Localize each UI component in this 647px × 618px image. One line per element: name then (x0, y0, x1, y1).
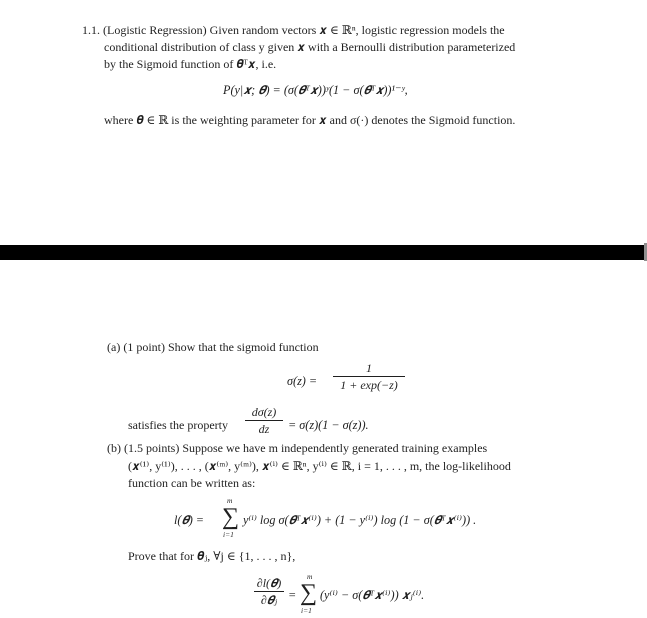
sigma-lhs: σ(z) = (287, 374, 318, 388)
fraction-bar (245, 420, 283, 421)
summation-sign: ∑ (222, 504, 240, 530)
derivative-fraction (245, 406, 283, 435)
fraction-bar (254, 591, 284, 592)
property-text: satisfies the property (128, 418, 228, 432)
part-b-line-3: function can be written as: (128, 476, 256, 490)
part-a-intro: (a) (1 point) Show that the sigmoid function (107, 340, 319, 354)
log-likelihood-lhs: l(𝜽) = (174, 513, 205, 527)
gradient-equals: = (288, 588, 297, 602)
fraction-bar (333, 376, 405, 377)
gradient-numerator: ∂l(𝜽) (256, 576, 282, 590)
sum2-lower-limit: i=1 (301, 606, 312, 615)
problem-line-2: conditional distribution of class y given 𝒙 with a Bernoulli distribution parameterized (104, 40, 516, 54)
sigmoid-denominator: 1 + exp(−z) (340, 378, 398, 392)
log-likelihood-rhs: y⁽ⁱ⁾ log σ(𝜽ᵀ𝒙⁽ⁱ⁾) + (1 − y⁽ⁱ⁾) log (1 − σ(𝜽ᵀ𝒙⁽ⁱ⁾)) . (243, 513, 477, 527)
sigmoid-numerator: 1 (366, 361, 372, 375)
part-b-line-1: (b) (1.5 points) Suppose we have m independently generated training examples (107, 441, 488, 455)
where-line: where 𝜽 ∈ ℝ is the weighting parameter for 𝒙 and σ(·) denotes the Sigmoid function. (104, 113, 516, 127)
gradient-rhs: (y⁽ⁱ⁾ − σ(𝜽ᵀ𝒙⁽ⁱ⁾)) 𝒙ⱼ⁽ⁱ⁾. (320, 588, 425, 602)
bernoulli-equation: P(y|𝒙; 𝜽) = (σ(𝜽ᵀ𝒙))ʸ(1 − σ(𝜽ᵀ𝒙))¹⁻ʸ, (223, 83, 408, 97)
gradient-fraction (254, 577, 284, 606)
sigmoid-fraction (333, 362, 405, 391)
problem-line-1: 1.1. (Logistic Regression) Given random vectors 𝒙 ∈ ℝⁿ, logistic regression models the (82, 23, 505, 37)
derivative-denominator: dz (258, 422, 270, 436)
gradient-denominator: ∂𝜽ⱼ (260, 593, 278, 607)
sum2-upper-limit: m (307, 572, 313, 581)
sum-upper-limit: m (227, 496, 233, 505)
sum-lower-limit: i=1 (223, 530, 234, 539)
derivative-numerator: dσ(z) (251, 405, 277, 419)
section-divider (0, 245, 647, 260)
prove-line: Prove that for 𝜽ⱼ, ∀j ∈ {1, . . . , n}, (128, 549, 296, 563)
problem-line-3: by the Sigmoid function of 𝜽ᵀ𝒙, i.e. (104, 57, 277, 71)
property-rhs: = σ(z)(1 − σ(z)). (288, 418, 369, 432)
summation-sign-2: ∑ (300, 580, 318, 606)
part-b-line-2: (𝒙⁽¹⁾, y⁽¹⁾), . . . , (𝒙⁽ᵐ⁾, y⁽ᵐ⁾), 𝒙⁽ⁱ⁾ ∈ ℝⁿ, y⁽ⁱ⁾ ∈ ℝ, i = 1, . . . , m, the log-likelihood (128, 459, 511, 473)
